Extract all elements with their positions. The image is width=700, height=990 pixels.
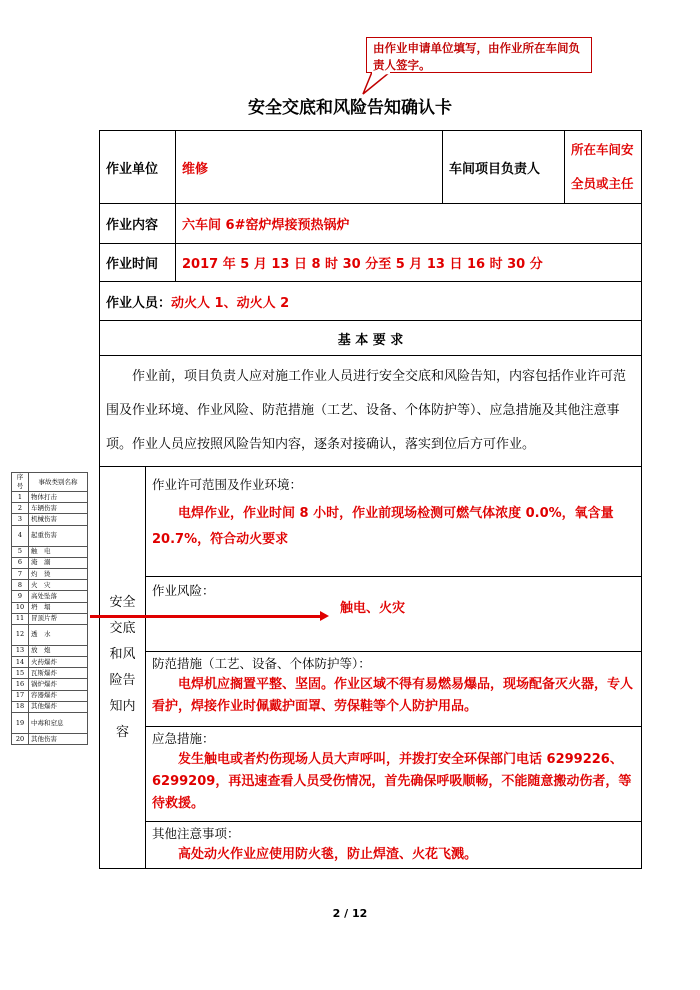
accident-row [12, 602, 88, 613]
accident-no: 5 [12, 546, 29, 557]
time-value: 2017 年 5 月 13 日 8 时 30 分至 5 月 13 日 16 时 30 分 [176, 244, 642, 282]
accident-row [12, 580, 88, 591]
accident-name: 起重伤害 [29, 525, 88, 546]
page-number: 2 / 12 [332, 907, 368, 920]
section-risk-title: 作业风险： [152, 583, 215, 598]
manager-label: 车间项目负责人 [443, 131, 565, 204]
accident-name: 触 电 [29, 546, 88, 557]
accident-name: 锅炉爆炸 [29, 679, 88, 690]
section-row-5 [100, 822, 642, 869]
accident-name: 火药爆炸 [29, 657, 88, 668]
accident-no: 7 [12, 568, 29, 579]
accident-row [12, 514, 88, 525]
accident-row [12, 557, 88, 568]
accident-row [12, 613, 88, 624]
accident-no: 3 [12, 514, 29, 525]
accident-no: 6 [12, 557, 29, 568]
pointer-arrow-head [320, 611, 329, 621]
accident-name: 其他爆炸 [29, 701, 88, 712]
accident-name: 瓦斯爆炸 [29, 668, 88, 679]
accident-row [12, 503, 88, 514]
accident-header-no: 序号 [12, 473, 29, 492]
section-row-4 [100, 727, 642, 822]
confirmation-card-table [99, 130, 642, 869]
accident-header-name: 事故类别名称 [29, 473, 88, 492]
personnel-value: 动火人 1、动火人 2 [171, 295, 290, 311]
accident-no: 15 [12, 668, 29, 679]
accident-name: 坍 塌 [29, 602, 88, 613]
section-emergency-body: 发生触电或者灼伤现场人员大声呼叫，并拨打安全环保部门电话 6299226、6299209，再迅速查看人员受伤情况，首先确保呼吸顺畅，不能随意搬动伤者，等待救援。 [152, 752, 632, 811]
section-row-1 [100, 467, 642, 577]
time-label: 作业时间 [100, 244, 176, 282]
accident-no: 20 [12, 734, 29, 745]
content-row [100, 204, 642, 244]
accident-name: 物体打击 [29, 492, 88, 503]
accident-row [12, 657, 88, 668]
accident-row [12, 734, 88, 745]
time-row [100, 244, 642, 282]
accident-row [12, 568, 88, 579]
accident-row [12, 679, 88, 690]
accident-no: 9 [12, 591, 29, 602]
section-other-title: 其他注意事项： [152, 826, 240, 841]
unit-row [100, 131, 642, 204]
accident-row [12, 546, 88, 557]
accident-name: 高处坠落 [29, 591, 88, 602]
section-permit-body: 电焊作业，作业时间 8 小时，作业前现场检测可燃气体浓度 0.0%，氧含量 20.7%，符合动火要求 [152, 506, 614, 547]
accident-name: 机械伤害 [29, 514, 88, 525]
side-label: 安全交底和风险告知内容 [100, 467, 146, 869]
accident-name: 冒顶片帮 [29, 613, 88, 624]
personnel-label: 作业人员： [106, 295, 172, 311]
basic-req-title-row [100, 321, 642, 356]
accident-no: 2 [12, 503, 29, 514]
content-label: 作业内容 [100, 204, 176, 244]
accident-row [12, 624, 88, 645]
content-value: 六车间 6#窑炉焊接预热锅炉 [176, 204, 642, 244]
accident-no: 19 [12, 713, 29, 734]
basic-req-text: 作业前，项目负责人应对施工作业人员进行安全交底和风险告知，内容包括作业许可范围及作业环境、作业风险、防范措施（工艺、设备、个体防护等）、应急措施及其他注意事项。作业人员应按照风险告知内容，逐条对接确认，落实到位后方可作业。 [100, 356, 642, 467]
accident-no: 8 [12, 580, 29, 591]
accident-no: 17 [12, 690, 29, 701]
section-permit [146, 467, 642, 577]
accident-no: 14 [12, 657, 29, 668]
unit-value: 维修 [176, 131, 443, 204]
basic-req-title: 基 本 要 求 [100, 321, 642, 356]
basic-req-row [100, 356, 642, 467]
accident-category-table [11, 472, 88, 745]
accident-no: 4 [12, 525, 29, 546]
instruction-callout: 由作业申请单位填写，由作业所在车间负责人签字。 [366, 37, 592, 73]
section-row-2 [100, 577, 642, 652]
manager-value: 所在车间安全员或主任 [565, 131, 642, 204]
accident-no: 18 [12, 701, 29, 712]
accident-name: 容器爆炸 [29, 690, 88, 701]
section-other [146, 822, 642, 869]
accident-name: 灼 烫 [29, 568, 88, 579]
unit-label: 作业单位 [100, 131, 176, 204]
accident-row [12, 668, 88, 679]
accident-name: 车辆伤害 [29, 503, 88, 514]
section-permit-title: 作业许可范围及作业环境： [152, 477, 303, 492]
section-emergency [146, 727, 642, 822]
accident-name: 中毒和窒息 [29, 713, 88, 734]
section-prevention-body: 电焊机应搁置平整、坚固。作业区域不得有易燃易爆品，现场配备灭火器，专人看护，焊接作业时佩戴护面罩、劳保鞋等个人防护用品。 [152, 677, 634, 714]
accident-row [12, 645, 88, 656]
accident-row [12, 713, 88, 734]
accident-row [12, 591, 88, 602]
accident-no: 10 [12, 602, 29, 613]
accident-row [12, 492, 88, 503]
accident-no: 11 [12, 613, 29, 624]
accident-rows [12, 492, 88, 745]
accident-row [12, 701, 88, 712]
accident-name: 淹 溺 [29, 557, 88, 568]
section-other-body: 高处动火作业应使用防火毯，防止焊渣、火花飞溅。 [178, 847, 478, 862]
section-risk-body: 触电、火灾 [340, 601, 406, 616]
accident-no: 13 [12, 645, 29, 656]
section-prevention [146, 652, 642, 727]
accident-header-row [12, 473, 88, 492]
section-row-3 [100, 652, 642, 727]
section-risk [146, 577, 642, 652]
accident-row [12, 690, 88, 701]
accident-name: 其他伤害 [29, 734, 88, 745]
accident-no: 16 [12, 679, 29, 690]
personnel-cell [100, 282, 642, 321]
accident-name: 放 炮 [29, 645, 88, 656]
section-prevention-title: 防范措施（工艺、设备、个体防护等）： [152, 656, 371, 671]
section-emergency-title: 应急措施： [152, 731, 215, 746]
personnel-row [100, 282, 642, 321]
pointer-arrow-line [90, 615, 322, 618]
page-title: 安全交底和风险告知确认卡 [248, 98, 452, 118]
accident-name: 透 水 [29, 624, 88, 645]
accident-no: 1 [12, 492, 29, 503]
accident-name: 火 灾 [29, 580, 88, 591]
accident-no: 12 [12, 624, 29, 645]
accident-row [12, 525, 88, 546]
